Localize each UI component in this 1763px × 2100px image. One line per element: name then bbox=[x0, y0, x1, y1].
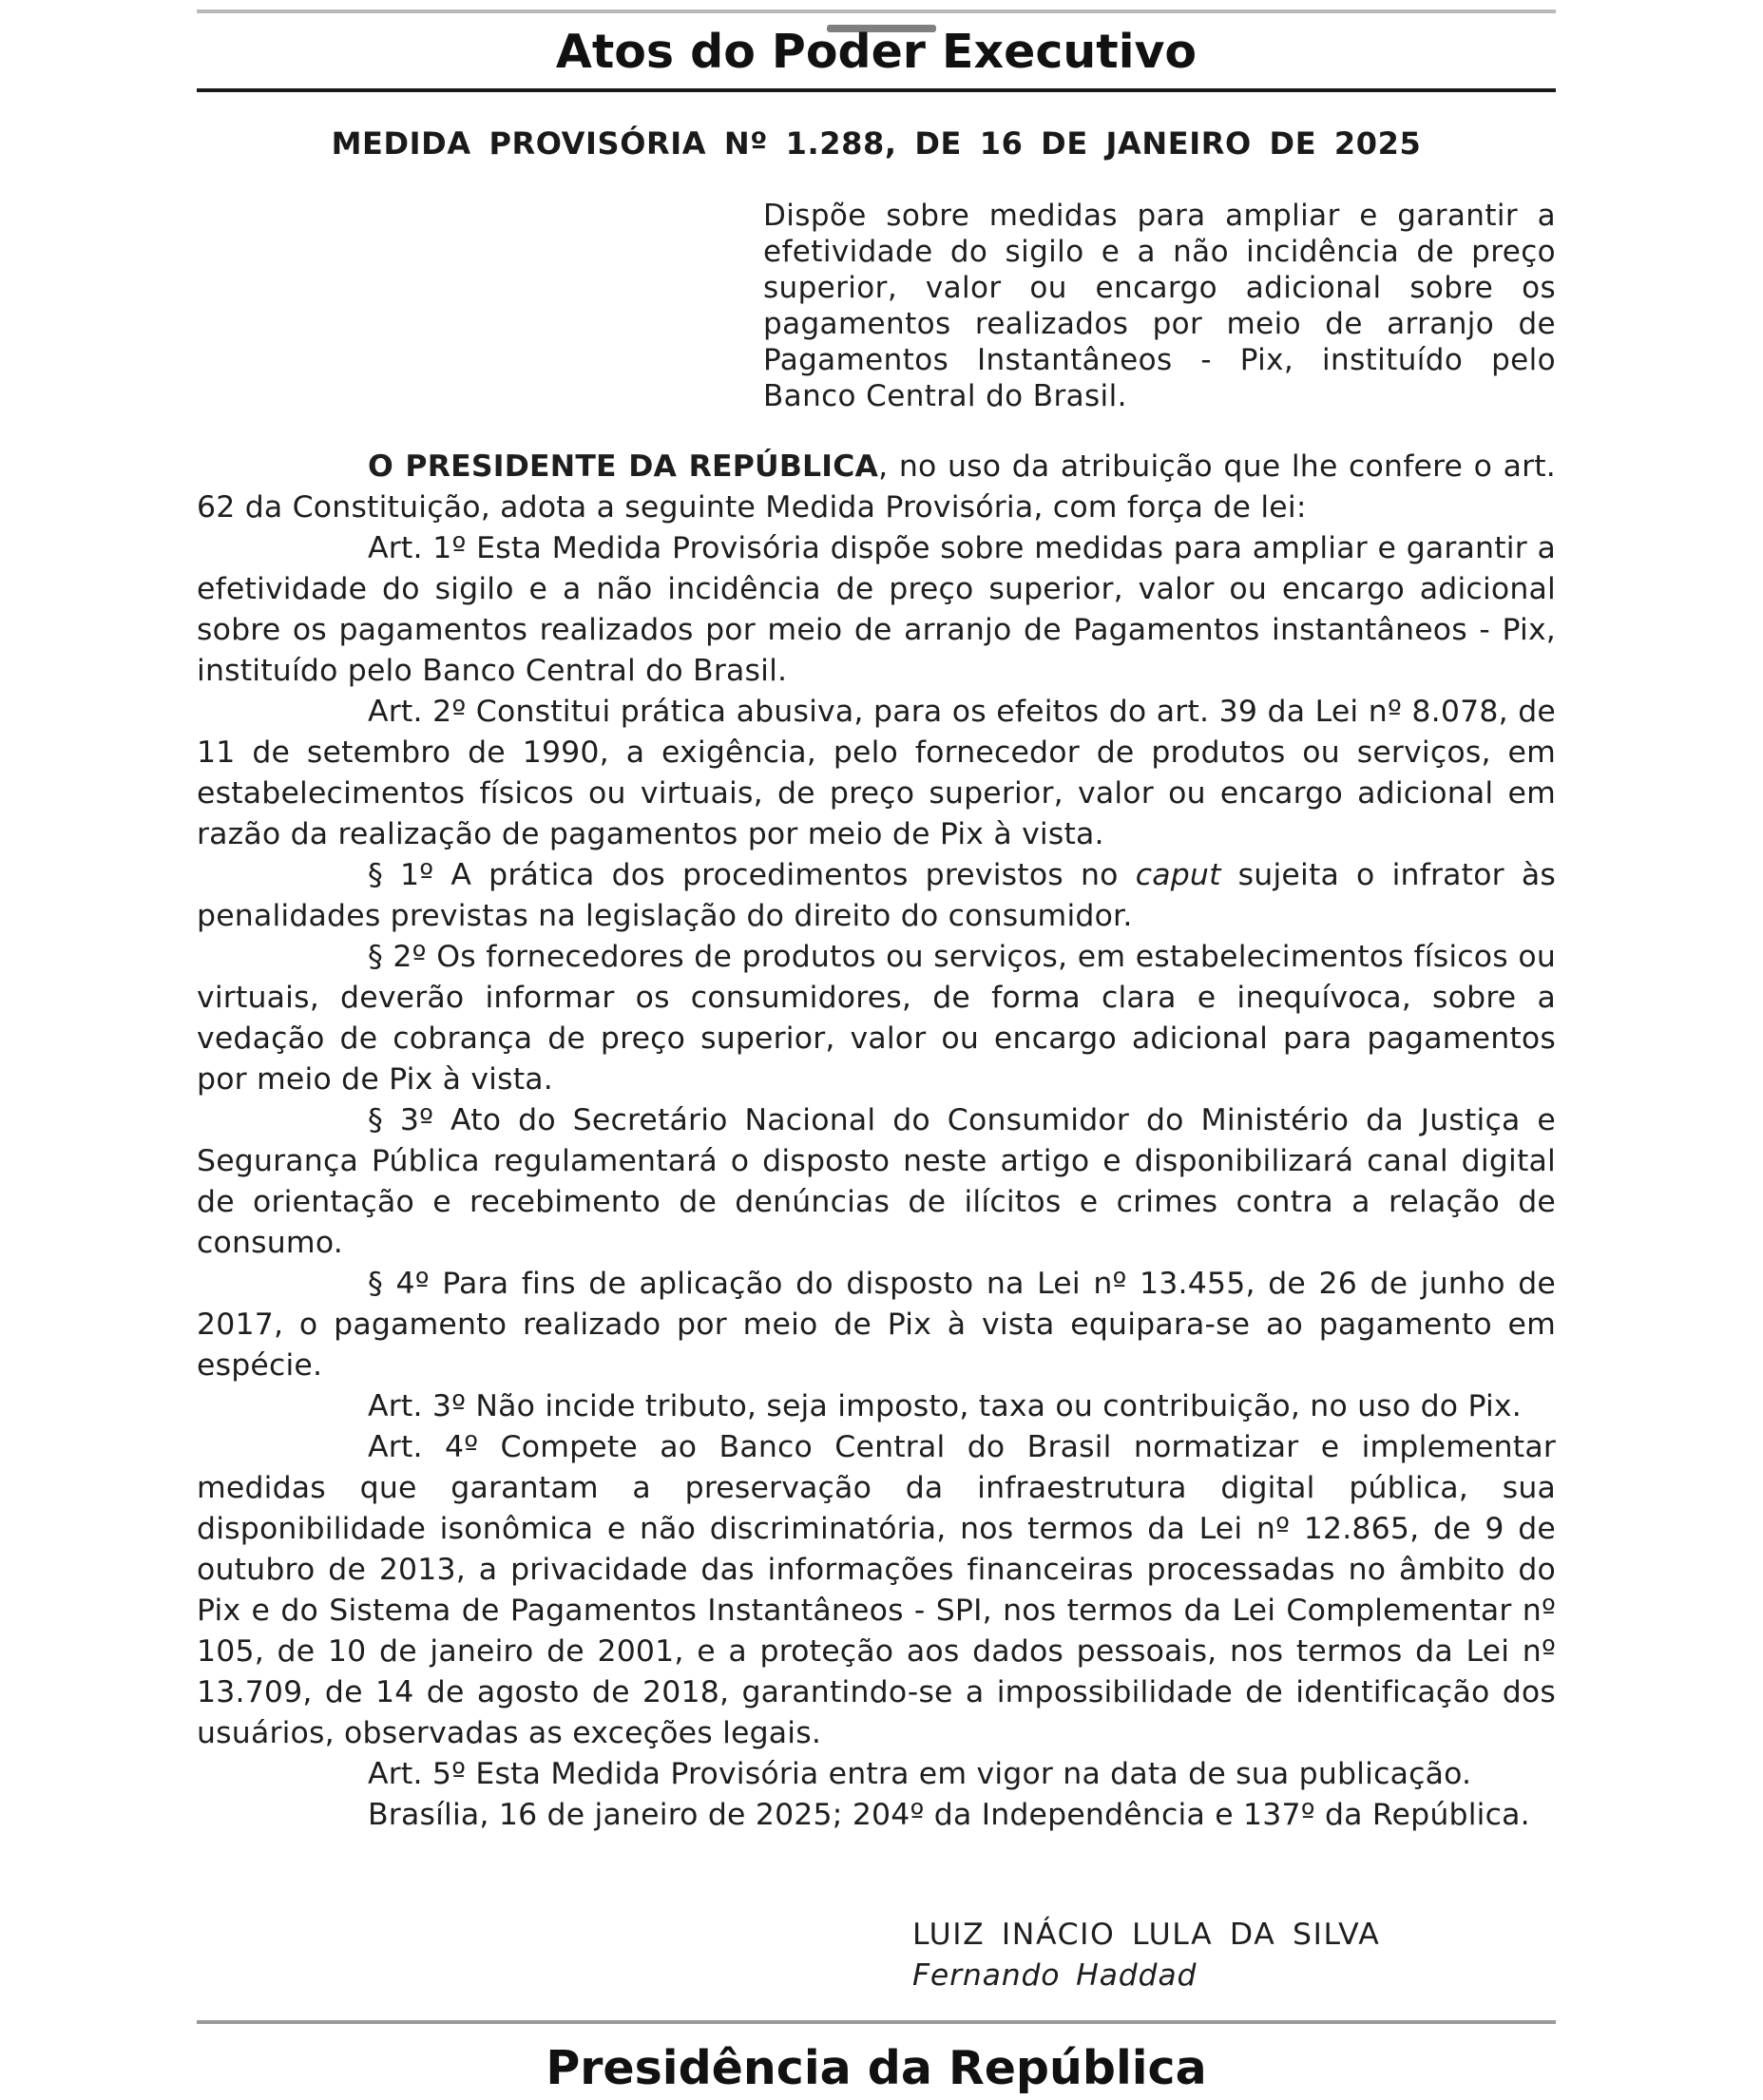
article-3: Art. 3º Não incide tributo, seja imposto, taxa ou contribuição, no uso do Pix. bbox=[368, 1389, 1522, 1423]
article-2-paragraph-1 bbox=[197, 855, 1556, 937]
preamble-strong: O PRESIDENTE DA REPÚBLICA bbox=[368, 449, 879, 484]
top-rule bbox=[197, 10, 1556, 13]
document-title: MEDIDA PROVISÓRIA Nº 1.288, DE 16 DE JANEIRO DE 2025 bbox=[331, 125, 1422, 162]
article-4: Art. 4º Compete ao Banco Central do Brasil normatizar e implementar medidas que garantam a preservação da infraestrutura digital pública, sua disponibilidade isonômica e não discriminatória, nos termos da Lei nº 12.865, de 9 de outubro de 2013, a privacidade das informações financeiras processadas no âmbito do Pix e do Sistema de Pagamentos Instantâneos - SPI, nos termos da Lei Complementar nº 105, de 10 de janeiro de 2001, e a proteção aos dados pessoais, nos termos da Lei nº 13.709, de 14 de agosto de 2018, garantindo-se a impossibilidade de identificação dos usuários, observadas as exceções legais. bbox=[197, 1430, 1556, 1750]
signature-block bbox=[912, 1915, 1380, 1996]
paragraph-1-text-a: § 1º A prática dos procedimentos previstos no bbox=[368, 858, 1136, 892]
title-rule bbox=[197, 88, 1556, 92]
next-section-title: Presidência da República bbox=[546, 2041, 1207, 2095]
article-5: Art. 5º Esta Medida Provisória entra em vigor na data de sua publicação. bbox=[368, 1757, 1472, 1791]
paragraph-1-text-b: sujeita o infrator às penalidades previstas na legislação do direito do consumidor. bbox=[197, 858, 1557, 933]
next-section-header bbox=[197, 2026, 1556, 2095]
preamble-rest: , no uso da atribuição que lhe confere o art. 62 da Constituição, adota a seguinte Medida Provisória, com força de lei: bbox=[197, 449, 1556, 525]
section-title: Atos do Poder Executivo bbox=[555, 25, 1198, 79]
bottom-rule bbox=[197, 2020, 1556, 2024]
caput-term: caput bbox=[1135, 858, 1221, 892]
preamble bbox=[197, 447, 1556, 528]
article-2: Art. 2º Constitui prática abusiva, para os efeitos do art. 39 da Lei nº 8.078, de 11 de setembro de 1990, a exigência, pelo fornecedor de produtos ou serviços, em estabelecimentos físicos ou virtuais, de preço superior, valor ou encargo adicional em razão da realização de pagamentos por meio de Pix à vista. bbox=[197, 695, 1556, 851]
signatory-president: LUIZ INÁCIO LULA DA SILVA bbox=[912, 1918, 1381, 1952]
article-2-paragraph-2: § 2º Os fornecedores de produtos ou serviços, em estabelecimentos físicos ou virtuais, deverão informar os consumidores, de forma clara e inequívoca, sobre a vedação de cobrança de preço superior, valor ou encargo adicional para pagamentos por meio de Pix à vista. bbox=[197, 940, 1556, 1097]
ementa: Dispõe sobre medidas para ampliar e garantir a efetividade do sigilo e a não incidência de preço superior, valor ou encargo adicional sobre os pagamentos realizados por meio de arranjo de Pagamentos Instantâneos - Pix, instituído pelo Banco Central do Brasil. bbox=[763, 199, 1556, 413]
article-2-paragraph-3: § 3º Ato do Secretário Nacional do Consumidor do Ministério da Justiça e Segurança Pública regulamentará o disposto neste artigo e disponibilizará canal digital de orientação e recebimento de denúncias de ilícitos e crimes contra a relação de consumo. bbox=[197, 1103, 1556, 1260]
document-body bbox=[197, 447, 1556, 1836]
signatory-minister: Fernando Haddad bbox=[912, 1958, 1198, 1993]
closing-line: Brasília, 16 de janeiro de 2025; 204º da Independência e 137º da República. bbox=[368, 1798, 1530, 1832]
article-2-paragraph-4: § 4º Para fins de aplicação do disposto na Lei nº 13.455, de 26 de junho de 2017, o pagamento realizado por meio de Pix à vista equipara-se ao pagamento em espécie. bbox=[197, 1267, 1556, 1383]
article-1: Art. 1º Esta Medida Provisória dispõe sobre medidas para ampliar e garantir a efetividade do sigilo e a não incidência de preço superior, valor ou encargo adicional sobre os pagamentos realizados por meio de arranjo de Pagamentos instantâneos - Pix, instituído pelo Banco Central do Brasil. bbox=[197, 531, 1556, 688]
